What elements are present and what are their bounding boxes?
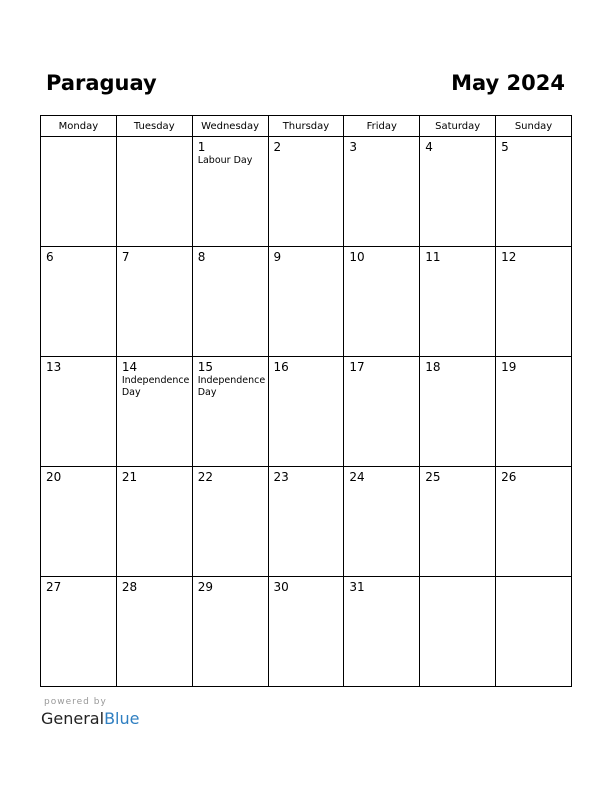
day-cell xyxy=(41,357,117,467)
day-cell xyxy=(116,357,192,467)
day-cell xyxy=(420,577,496,687)
day-number: 7 xyxy=(121,250,130,264)
day-cell xyxy=(116,137,192,247)
day-number: 11 xyxy=(425,250,441,264)
day-number: 8 xyxy=(197,250,206,264)
day-cell xyxy=(116,247,192,357)
day-cell xyxy=(344,137,420,247)
week-row xyxy=(41,467,572,577)
day-number: 20 xyxy=(46,470,62,484)
country-title: Paraguay xyxy=(46,71,157,95)
day-cell xyxy=(344,577,420,687)
week-row xyxy=(41,137,572,247)
day-number: 24 xyxy=(349,470,365,484)
day-number: 18 xyxy=(425,360,441,374)
brand-blue: Blue xyxy=(104,709,140,728)
day-number: 26 xyxy=(501,470,517,484)
day-number: 17 xyxy=(349,360,365,374)
day-cell xyxy=(116,467,192,577)
powered-by-text: powered by xyxy=(44,697,107,707)
day-cell xyxy=(496,467,572,577)
day-cell xyxy=(496,577,572,687)
day-number: 15 xyxy=(197,360,213,374)
weekday-header: Saturday xyxy=(420,116,496,137)
day-cell xyxy=(496,137,572,247)
day-cell xyxy=(192,137,268,247)
holiday-label: Independence Day xyxy=(121,375,190,398)
day-cell xyxy=(41,137,117,247)
day-number: 29 xyxy=(197,580,213,594)
weekday-header: Wednesday xyxy=(192,116,268,137)
day-number: 14 xyxy=(121,360,138,374)
day-number: 5 xyxy=(501,140,509,154)
day-cell xyxy=(192,247,268,357)
day-number: 22 xyxy=(197,470,213,484)
day-cell xyxy=(344,357,420,467)
day-cell xyxy=(268,577,344,687)
weekday-header: Sunday xyxy=(496,116,572,137)
weekday-header: Thursday xyxy=(268,116,344,137)
day-cell xyxy=(344,247,420,357)
day-number: 9 xyxy=(273,250,282,264)
footer-branding xyxy=(41,697,139,728)
day-cell xyxy=(192,467,268,577)
weekday-header-row xyxy=(41,116,572,137)
day-number: 28 xyxy=(121,580,138,594)
day-number: 12 xyxy=(501,250,517,264)
week-row xyxy=(41,247,572,357)
holiday-label: Independence Day xyxy=(197,375,266,398)
day-number: 1 xyxy=(197,140,206,154)
weekday-header: Monday xyxy=(41,116,117,137)
day-cell xyxy=(41,577,117,687)
day-cell xyxy=(41,467,117,577)
month-year-title: May 2024 xyxy=(451,71,565,95)
day-cell xyxy=(496,247,572,357)
weekday-header: Friday xyxy=(344,116,420,137)
day-number: 6 xyxy=(46,250,54,264)
day-number: 4 xyxy=(425,140,433,154)
brand-logo xyxy=(41,709,139,728)
day-number: 25 xyxy=(425,470,441,484)
brand-general: General xyxy=(41,709,105,728)
day-number: 21 xyxy=(121,470,138,484)
day-cell xyxy=(496,357,572,467)
weekday-header: Tuesday xyxy=(116,116,192,137)
day-cell xyxy=(420,247,496,357)
day-cell xyxy=(41,247,117,357)
day-cell xyxy=(344,467,420,577)
week-row xyxy=(41,577,572,687)
day-number: 23 xyxy=(273,470,289,484)
day-cell xyxy=(268,137,344,247)
day-number: 13 xyxy=(46,360,62,374)
day-cell xyxy=(268,467,344,577)
day-cell xyxy=(268,247,344,357)
day-cell xyxy=(116,577,192,687)
day-number: 27 xyxy=(46,580,62,594)
day-cell xyxy=(268,357,344,467)
day-number: 3 xyxy=(349,140,358,154)
day-cell xyxy=(420,357,496,467)
day-number: 19 xyxy=(501,360,517,374)
day-number: 31 xyxy=(349,580,365,594)
day-cell xyxy=(192,577,268,687)
day-number: 10 xyxy=(349,250,365,264)
day-cell xyxy=(420,137,496,247)
day-number: 2 xyxy=(273,140,282,154)
holiday-label: Labour Day xyxy=(197,155,253,166)
week-row xyxy=(41,357,572,467)
day-cell xyxy=(420,467,496,577)
day-number: 16 xyxy=(273,360,289,374)
day-number: 30 xyxy=(273,580,289,594)
day-cell xyxy=(192,357,268,467)
calendar-grid xyxy=(40,115,572,687)
